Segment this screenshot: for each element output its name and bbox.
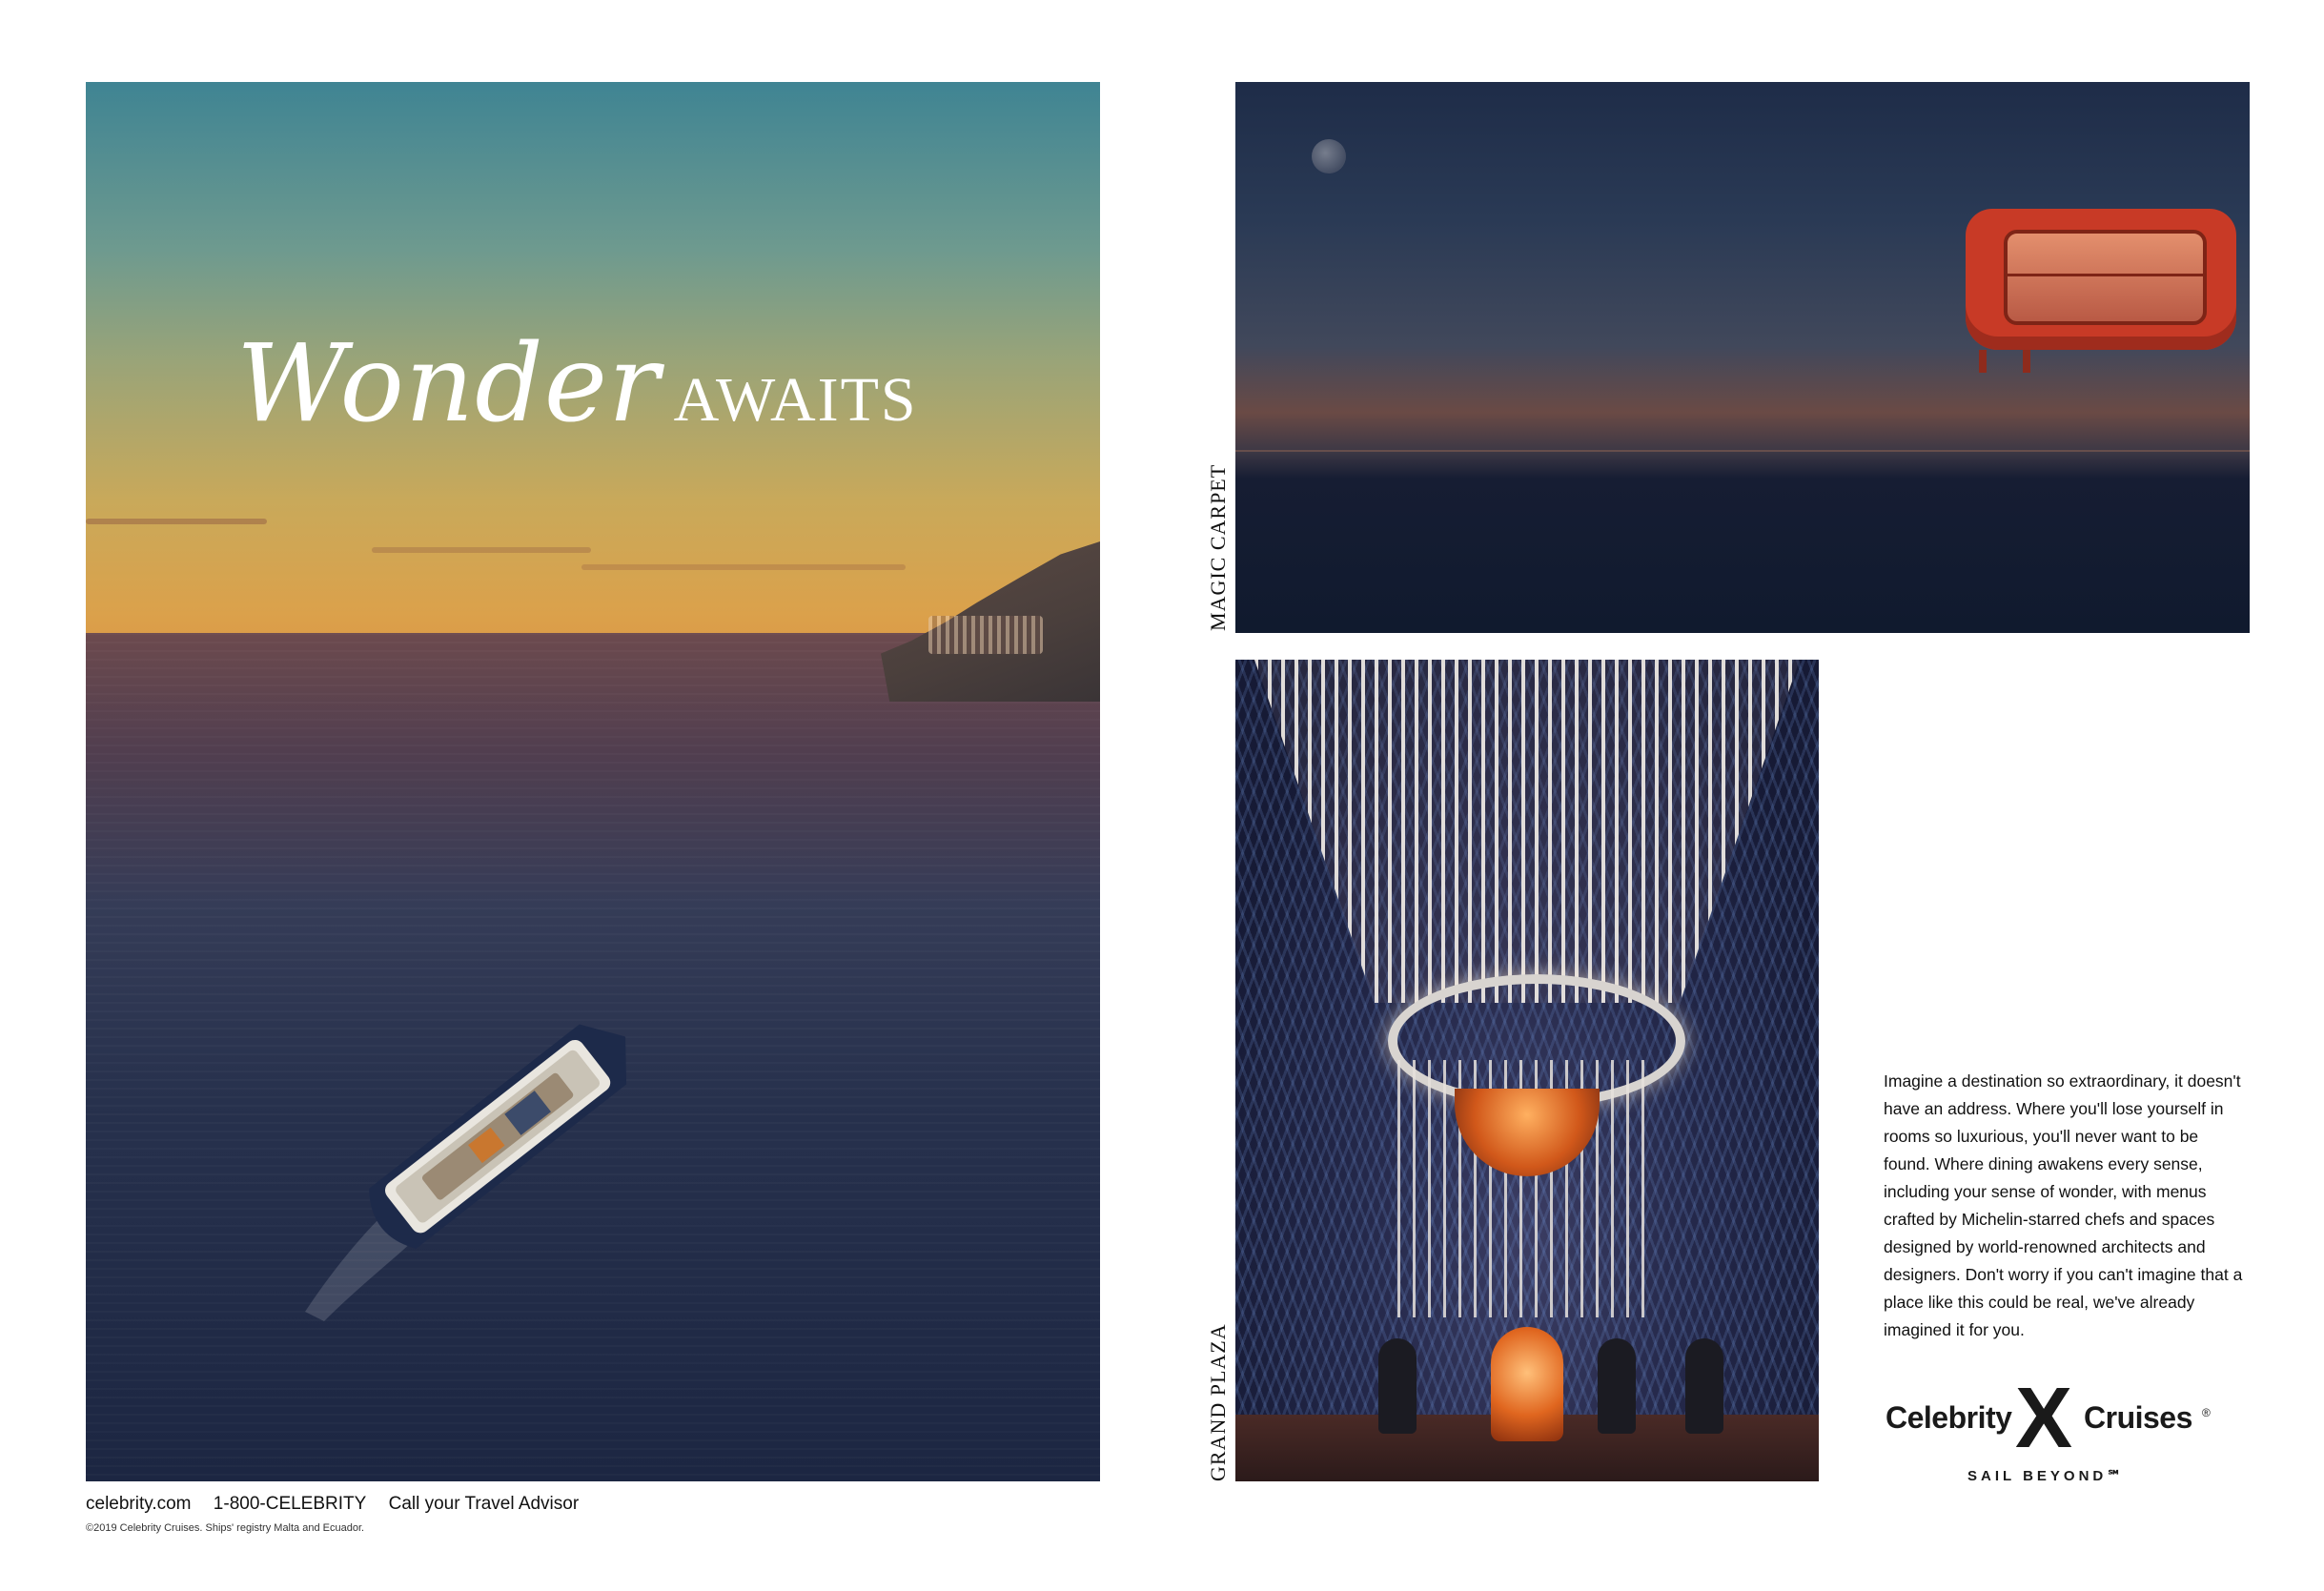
website-link[interactable]: celebrity.com	[86, 1494, 192, 1514]
sculpture	[1491, 1327, 1563, 1441]
registered-mark: ®	[2202, 1406, 2211, 1419]
celebrity-cruises-logo	[1884, 1371, 2211, 1490]
hero-photo	[86, 82, 1100, 1481]
body-copy: Imagine a destination so extraordinary, it doesn't have an address. Where you'll lose yourself in rooms so luxurious, you'll never want to be found. Where dining awakens every sense, including your sense of wonder, with menus crafted by Michelin-starred chefs and spaces designed by world-renowned architects and designers. Don't worry if you can't imagine that a place like this could be real, we've already imagined it for you.	[1884, 1071, 2243, 1339]
phone-number[interactable]: 1-800-CELEBRITY	[213, 1494, 367, 1514]
contact-line	[86, 1494, 596, 1515]
logo-brand-right: Cruises	[2084, 1400, 2192, 1435]
headline-script: Wonder	[236, 322, 661, 446]
logo-x-mark: X	[2015, 1371, 2073, 1466]
grand-plaza-photo	[1235, 660, 1819, 1481]
logo-brand-left: Celebrity	[1886, 1400, 2012, 1435]
headline-caps: AWAITS	[673, 365, 918, 435]
headline	[236, 322, 918, 446]
magic-carpet-photo	[1235, 82, 2250, 633]
photo-label-grand-plaza: GRAND PLAZA	[1206, 1323, 1230, 1481]
logo-tagline: SAIL BEYOND℠	[1967, 1468, 2126, 1484]
photo-label-magic-carpet: MAGIC CARPET	[1206, 463, 1230, 631]
magic-carpet-platform	[1966, 209, 2236, 350]
cliff-town	[928, 616, 1043, 654]
cruise-ship	[305, 940, 705, 1321]
advisor-text: Call your Travel Advisor	[388, 1494, 580, 1514]
person	[1378, 1338, 1417, 1434]
moon	[1312, 139, 1346, 173]
person	[1598, 1338, 1636, 1434]
legal-text: ©2019 Celebrity Cruises. Ships' registry Malta and Ecuador.	[86, 1522, 365, 1534]
person	[1685, 1338, 1723, 1434]
